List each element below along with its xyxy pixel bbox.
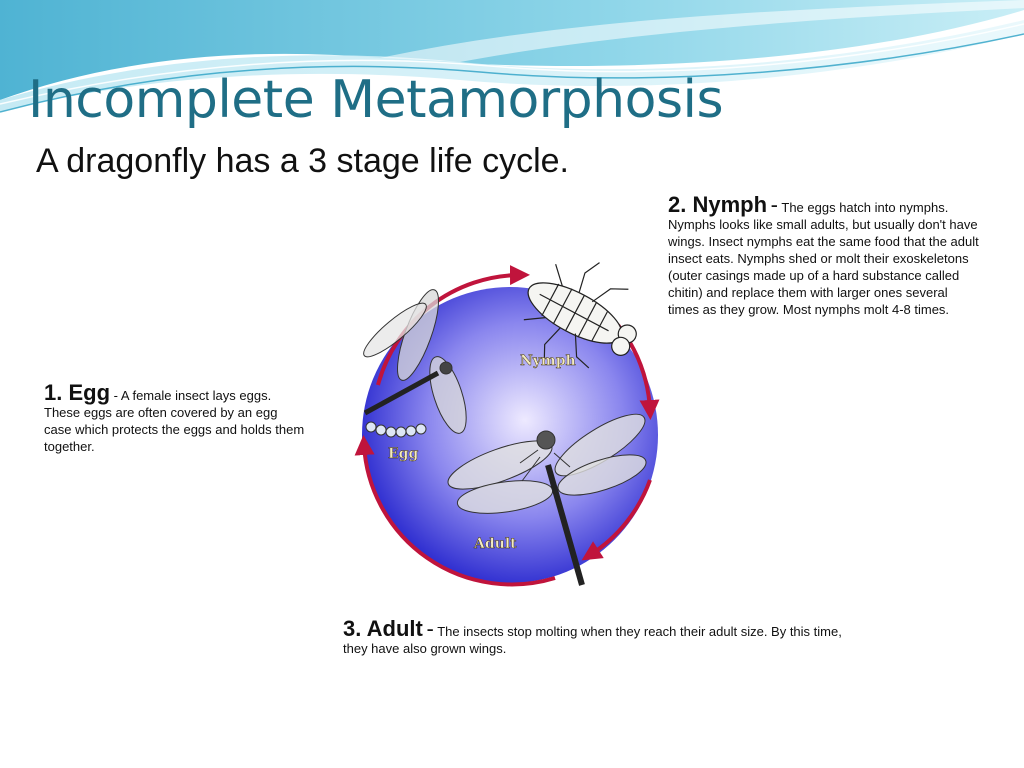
nymph-stage-heading: 2. Nymph xyxy=(668,192,768,217)
diagram-label-adult: Adult xyxy=(474,536,517,552)
life-cycle-diagram xyxy=(350,235,670,615)
nymph-stage-description xyxy=(668,192,980,318)
nymph-stage-separator: - xyxy=(770,192,778,217)
egg-stage-heading: 1. Egg xyxy=(44,380,111,405)
diagram-label-nymph: Nymph xyxy=(520,353,576,369)
diagram-label-egg: Egg xyxy=(388,446,419,462)
slide-title: Incomplete Metamorphosis xyxy=(28,70,724,130)
adult-stage-separator: - xyxy=(426,616,434,641)
adult-stage-heading: 3. Adult xyxy=(343,616,423,641)
egg-stage-description xyxy=(44,380,306,455)
nymph-stage-text: The eggs hatch into nymphs. Nymphs looks like small adults, but usually don't have wings. Insect nymphs eat the same food that the adult insect eats. Nymphs shed or molt their exoskeletons (outer casings made up of a hard substance called chitin) and replace them with larger ones several times as they grow. Most nymphs molt 4-8 times. xyxy=(668,200,979,317)
adult-stage-text: The insects stop molting when they reach their adult size. By this time, they have also grown wings. xyxy=(343,624,842,656)
adult-stage-description xyxy=(343,616,863,657)
egg-stage-separator: - xyxy=(113,388,118,403)
egg-stage-text: A female insect lays eggs. These eggs are often covered by an egg case which protects the eggs and holds them together. xyxy=(44,388,305,454)
slide-subtitle: A dragonfly has a 3 stage life cycle. xyxy=(36,142,569,180)
